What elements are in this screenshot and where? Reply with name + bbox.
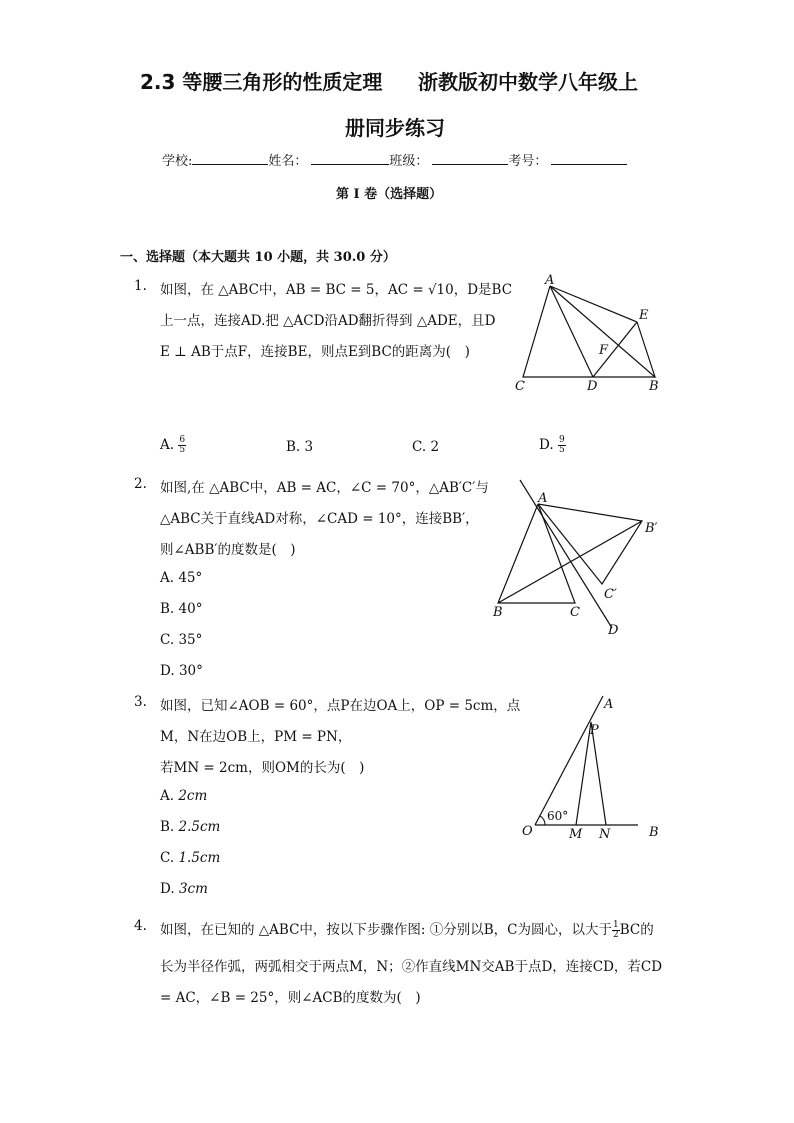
question-line: 如图，已知∠AOB = 60°，点P在边OA上，OP = 5cm，点 [160,698,521,714]
number-blank[interactable] [551,152,627,165]
question-line: △ABC关于直线AD对称，∠CAD = 10°，连接BB′， [160,511,479,527]
question-text: BC的 [619,922,654,938]
label-c: C [515,379,525,394]
label-d: D [587,379,598,394]
question-line: 如图,在 △ABC中，AB = AC，∠C = 70°，△AB′C′与 [160,480,489,496]
question-number: 4. [134,918,147,934]
choice-d[interactable] [160,663,203,679]
fraction-denominator: 5 [179,445,186,455]
fraction-denominator: 2 [613,930,619,940]
choice-value: 2 [430,439,440,455]
choice-label: B. [160,819,175,835]
choice-d[interactable] [160,881,208,897]
class-blank[interactable] [432,152,508,165]
student-info-row [162,150,627,169]
question-line: E ⊥ AB于点F，连接BE，则点E到BC的距离为( ) [160,344,470,360]
choice-b[interactable] [160,601,202,617]
label-b: B [493,605,503,620]
choice-value: 45° [178,570,203,586]
fraction-numerator: 1 [613,920,619,930]
label-b-prime: B′ [645,521,658,536]
number-label: 考号： [508,154,548,169]
choice-label: A. [160,788,175,804]
choice-b[interactable] [286,439,313,455]
question-line: 若MN = 2cm，则OM的长为( ) [160,760,365,776]
page-title-line1: 2.3 等腰三角形的性质定理 [140,70,383,94]
section-heading: 一、选择题（本大题共 10 小题，共 30.0 分） [120,250,396,265]
volume-heading: 第 I 卷（选择题） [336,187,443,202]
label-a: A [604,697,614,712]
choice-c[interactable] [160,850,220,866]
choice-label: C. [160,850,175,866]
choice-c[interactable] [412,439,439,455]
choice-value: 1.5cm [178,850,221,866]
choice-value: 30° [178,663,203,679]
label-o: O [522,824,533,839]
label-f: F [599,343,609,358]
question-line: 如图，在 △ABC中，AB = BC = 5，AC = √10，D是BC [160,282,513,298]
question-line: 则∠ABB′的度数是( ) [160,542,296,558]
fraction-numerator: 9 [558,435,565,445]
question-line [160,918,654,940]
line-ad [520,480,612,628]
choice-value: 3 [304,439,314,455]
choice-label: D. [160,881,175,897]
page-title-line1-right: 浙教版初中数学八年级上 [418,70,638,94]
segment-pm [576,722,591,825]
fraction [178,436,186,455]
choice-c[interactable] [160,632,202,648]
choice-value: 2.5cm [178,819,221,835]
name-label: 姓名： [268,154,308,169]
choice-value: 40° [178,601,203,617]
label-c-prime: C′ [604,587,617,602]
label-n: N [599,827,611,842]
label-a: A [538,491,548,506]
label-angle: 60° [547,809,569,823]
figure-q2 [488,474,668,639]
question-line: 长为半径作弧，两弧相交于两点M，N；②作直线MN交AB于点D，连接CD，若CD [160,959,663,975]
choice-a[interactable] [160,788,207,804]
ray-oa [535,696,603,825]
choice-a[interactable] [160,436,186,455]
choice-label: D. [539,437,554,453]
choice-value: 2cm [178,788,208,804]
segment-ad [550,286,593,377]
name-blank[interactable] [311,152,389,165]
triangle-abc [523,286,655,377]
fraction-numerator: 6 [179,435,186,445]
label-e: E [639,308,649,323]
triangle-abc [498,504,575,603]
choice-label: D. [160,663,175,679]
choice-label: C. [412,439,427,455]
label-m: M [569,827,583,842]
choice-b[interactable] [160,819,220,835]
label-p: P [590,723,599,738]
figure-q3 [518,690,668,845]
school-label: 学校: [162,154,193,169]
question-number: 2. [134,476,147,492]
figure-q1 [505,272,675,397]
label-b: B [649,825,659,840]
choice-value: 35° [178,632,203,648]
choice-label: B. [286,439,301,455]
question-number: 3. [134,694,147,710]
choice-label: A. [160,437,175,453]
fraction [558,436,566,455]
question-text: 如图，在已知的 △ABC中，按以下步骤作图: ①分别以B，C为圆心，以大于 [160,922,613,938]
fraction [612,921,620,940]
segment-ae [550,286,637,322]
choice-label: A. [160,570,175,586]
label-c: C [570,605,580,620]
question-line: = AC，∠B = 25°，则∠ACB的度数为( ) [160,990,421,1006]
label-d: D [608,623,619,638]
class-label: 班级： [389,154,429,169]
question-number: 1. [134,278,147,294]
angle-arc [540,816,545,825]
page-title-line2: 册同步练习 [345,116,445,140]
choice-value: 3cm [178,881,208,897]
choice-label: C. [160,632,175,648]
question-line: M，N在边OB上，PM = PN， [160,729,352,745]
label-b: B [649,379,659,394]
fraction-denominator: 5 [558,445,565,455]
choice-label: B. [160,601,175,617]
question-line: 上一点，连接AD.把 △ACD沿AD翻折得到 △ADE，且D [160,313,496,329]
choice-d[interactable] [539,436,566,455]
label-a: A [545,273,555,288]
choice-a[interactable] [160,570,202,586]
school-blank[interactable] [192,152,268,165]
